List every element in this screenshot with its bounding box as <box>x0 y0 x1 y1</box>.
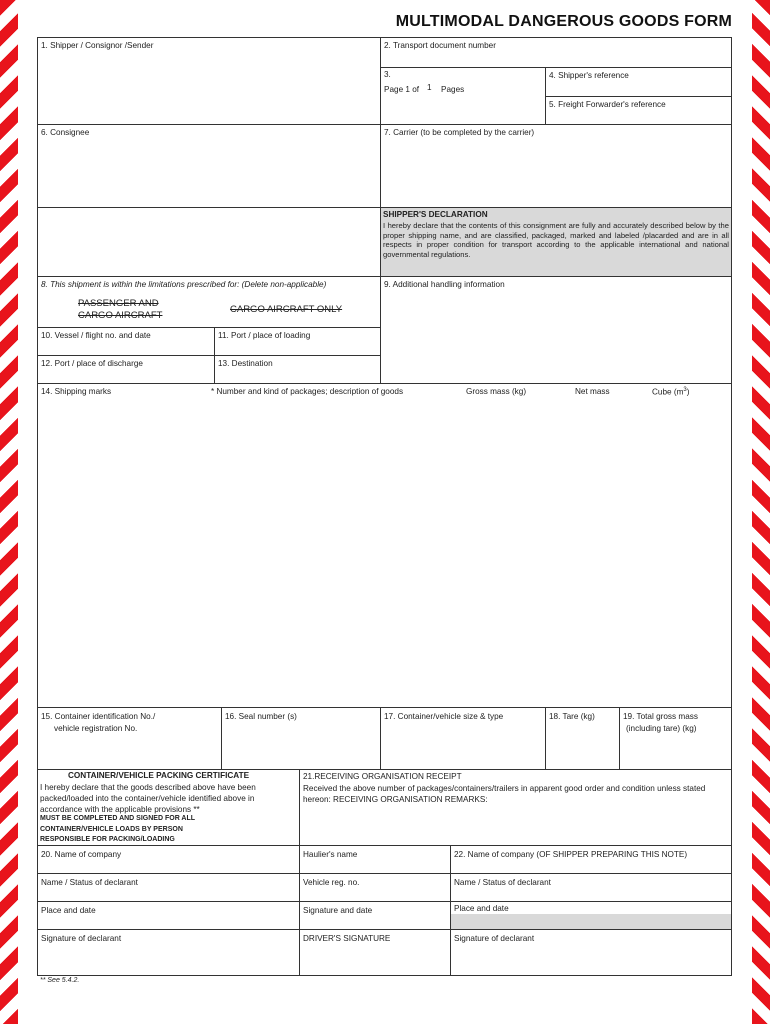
destination-field[interactable] <box>214 355 381 384</box>
shipper-company-name-field[interactable] <box>450 845 732 874</box>
seal-number-label: 16. Seal number (s) <box>225 712 297 721</box>
handling-info-field[interactable] <box>380 276 732 384</box>
port-discharge-label: 12. Port / place of discharge <box>41 359 143 368</box>
passenger-aircraft-option-line2: CARGO AIRCRAFT <box>78 310 163 321</box>
carrier-label: 7. Carrier (to be completed by the carrier) <box>384 128 535 137</box>
cargo-aircraft-only-option: CARGO AIRCRAFT ONLY <box>230 304 343 315</box>
receiving-receipt-field[interactable] <box>299 769 732 846</box>
receiving-receipt-text: Received the above number of packages/containers/trailers in apparent good order and condition unless stated hereon: RECEIVING ORGANISATION REMARKS: <box>303 784 706 804</box>
passenger-aircraft-option-line1: PASSENGER AND <box>78 298 159 309</box>
transport-doc-field[interactable] <box>380 37 732 68</box>
port-discharge-field[interactable] <box>37 355 215 384</box>
container-size-label: 17. Container/vehicle size & type <box>384 712 504 721</box>
receiving-receipt-title: 21.RECEIVING ORGANISATION RECEIPT <box>303 772 462 781</box>
shipper-declarant-signature-label: Signature of declarant <box>454 934 535 943</box>
total-gross-mass-label-line2: (including tare) (kg) <box>626 724 697 733</box>
carrier-field[interactable] <box>380 124 732 208</box>
shipper-field[interactable] <box>37 37 381 125</box>
port-loading-field[interactable] <box>214 327 381 356</box>
hauliers-name-label: Haulier's name <box>303 850 358 859</box>
packing-certificate-title: CONTAINER/VEHICLE PACKING CERTIFICATE <box>68 771 250 780</box>
shippers-declaration <box>380 207 732 277</box>
hauliers-name-field[interactable] <box>299 845 451 874</box>
vessel-flight-field[interactable] <box>37 327 215 356</box>
company-name-field[interactable] <box>37 845 300 874</box>
consignee-field[interactable] <box>37 124 381 277</box>
shipper-declarant-signature-field[interactable] <box>450 929 732 976</box>
destination-label: 13. Destination <box>218 359 273 368</box>
declarant-signature-label: Signature of declarant <box>41 934 122 943</box>
place-date-field[interactable] <box>37 901 300 930</box>
forwarder-reference-label: 5. Freight Forwarder's reference <box>549 100 666 109</box>
shipper-place-date-field[interactable] <box>450 901 732 930</box>
hazard-stripe-left <box>0 0 18 1024</box>
container-id-label-line2: vehicle registration No. <box>54 724 138 733</box>
shipper-declarant-status-field[interactable] <box>450 873 732 902</box>
shippers-reference-label: 4. Shipper's reference <box>549 71 629 80</box>
seal-number-field[interactable] <box>221 707 381 770</box>
vehicle-reg-field[interactable] <box>299 873 451 902</box>
declaration-text: I hereby declare that the contents of this consignment are fully and accurately described below by the proper shipping name, and are classified, packaged, marked and labeled /placarded and are in all respects in proper condition for transport according to the applicable international and national governmental regulations. <box>383 221 729 259</box>
declaration-title: SHIPPER'S DECLARATION <box>383 210 488 219</box>
page-count-field[interactable] <box>380 67 546 125</box>
transport-doc-label: 2. Transport document number <box>384 41 496 50</box>
hazard-stripe-right <box>752 0 770 1024</box>
pages-label: Pages <box>441 85 465 94</box>
shippers-reference-field[interactable] <box>545 67 732 97</box>
shipper-place-date-label: Place and date <box>454 904 509 913</box>
form-title: MULTIMODAL DANGEROUS GOODS FORM <box>395 13 732 30</box>
consignee-divider <box>37 207 381 208</box>
packages-description-label: * Number and kind of packages; description of goods <box>211 387 404 396</box>
tare-label: 18. Tare (kg) <box>549 712 595 721</box>
shipper-label: 1. Shipper / Consignor /Sender <box>41 41 154 50</box>
packing-certificate <box>37 769 300 846</box>
limitations-label: 8. This shipment is within the limitations prescribed for: (Delete non-applicable) <box>41 280 327 289</box>
shipper-company-name-label: 22. Name of company (OF SHIPPER PREPARING THIS NOTE) <box>454 850 688 859</box>
place-date-label: Place and date <box>41 906 96 915</box>
packing-certificate-text: I hereby declare that the goods described above have been packed/loaded into the container/vehicle identified above in accordance with the applicable provisions ** <box>40 783 256 814</box>
page-number-label: 3. <box>384 70 391 79</box>
limitations-field[interactable] <box>37 276 381 328</box>
shipper-declarant-status-label: Name / Status of declarant <box>454 878 551 887</box>
vehicle-reg-label: Vehicle reg. no. <box>303 878 360 887</box>
driver-signature-date-field[interactable] <box>299 901 451 930</box>
total-gross-mass-label-line1: 19. Total gross mass <box>623 712 698 721</box>
page-of-label: Page 1 of <box>384 85 420 94</box>
footnote: ** See 5.4.2. <box>40 977 80 984</box>
company-name-label: 20. Name of company <box>41 850 122 859</box>
page-count-value: 1 <box>427 83 432 92</box>
container-size-field[interactable] <box>380 707 546 770</box>
container-id-label-line1: 15. Container identification No./ <box>41 712 156 721</box>
drivers-signature-field[interactable] <box>299 929 451 976</box>
port-loading-label: 11. Port / place of loading <box>218 331 311 340</box>
drivers-signature-label: DRIVER'S SIGNATURE <box>303 934 391 943</box>
declarant-signature-field[interactable] <box>37 929 300 976</box>
declarant-status-field[interactable] <box>37 873 300 902</box>
tare-field[interactable] <box>545 707 620 770</box>
forwarder-reference-field[interactable] <box>545 96 732 125</box>
packing-certificate-requirement: MUST BE COMPLETED AND SIGNED FOR ALL CONTAINER/VEHICLE LOADS BY PERSON RESPONSIBLE FOR PACKING/LOADING <box>40 815 195 843</box>
declarant-status-label: Name / Status of declarant <box>41 878 138 887</box>
goods-description-area[interactable] <box>37 383 732 708</box>
gross-mass-label: Gross mass (kg) <box>466 387 527 396</box>
net-mass-label: Net mass <box>575 387 610 396</box>
consignee-label: 6. Consignee <box>41 128 90 137</box>
vessel-flight-label: 10. Vessel / flight no. and date <box>41 331 151 340</box>
place-date-shading <box>451 914 731 929</box>
container-id-field[interactable] <box>37 707 222 770</box>
total-gross-mass-field[interactable] <box>619 707 732 770</box>
shipping-marks-label: 14. Shipping marks <box>41 387 112 396</box>
cube-label: Cube $(m^3)$ <box>652 387 690 397</box>
signature-date-label: Signature and date <box>303 906 373 915</box>
handling-info-label: 9. Additional handling information <box>384 280 505 289</box>
